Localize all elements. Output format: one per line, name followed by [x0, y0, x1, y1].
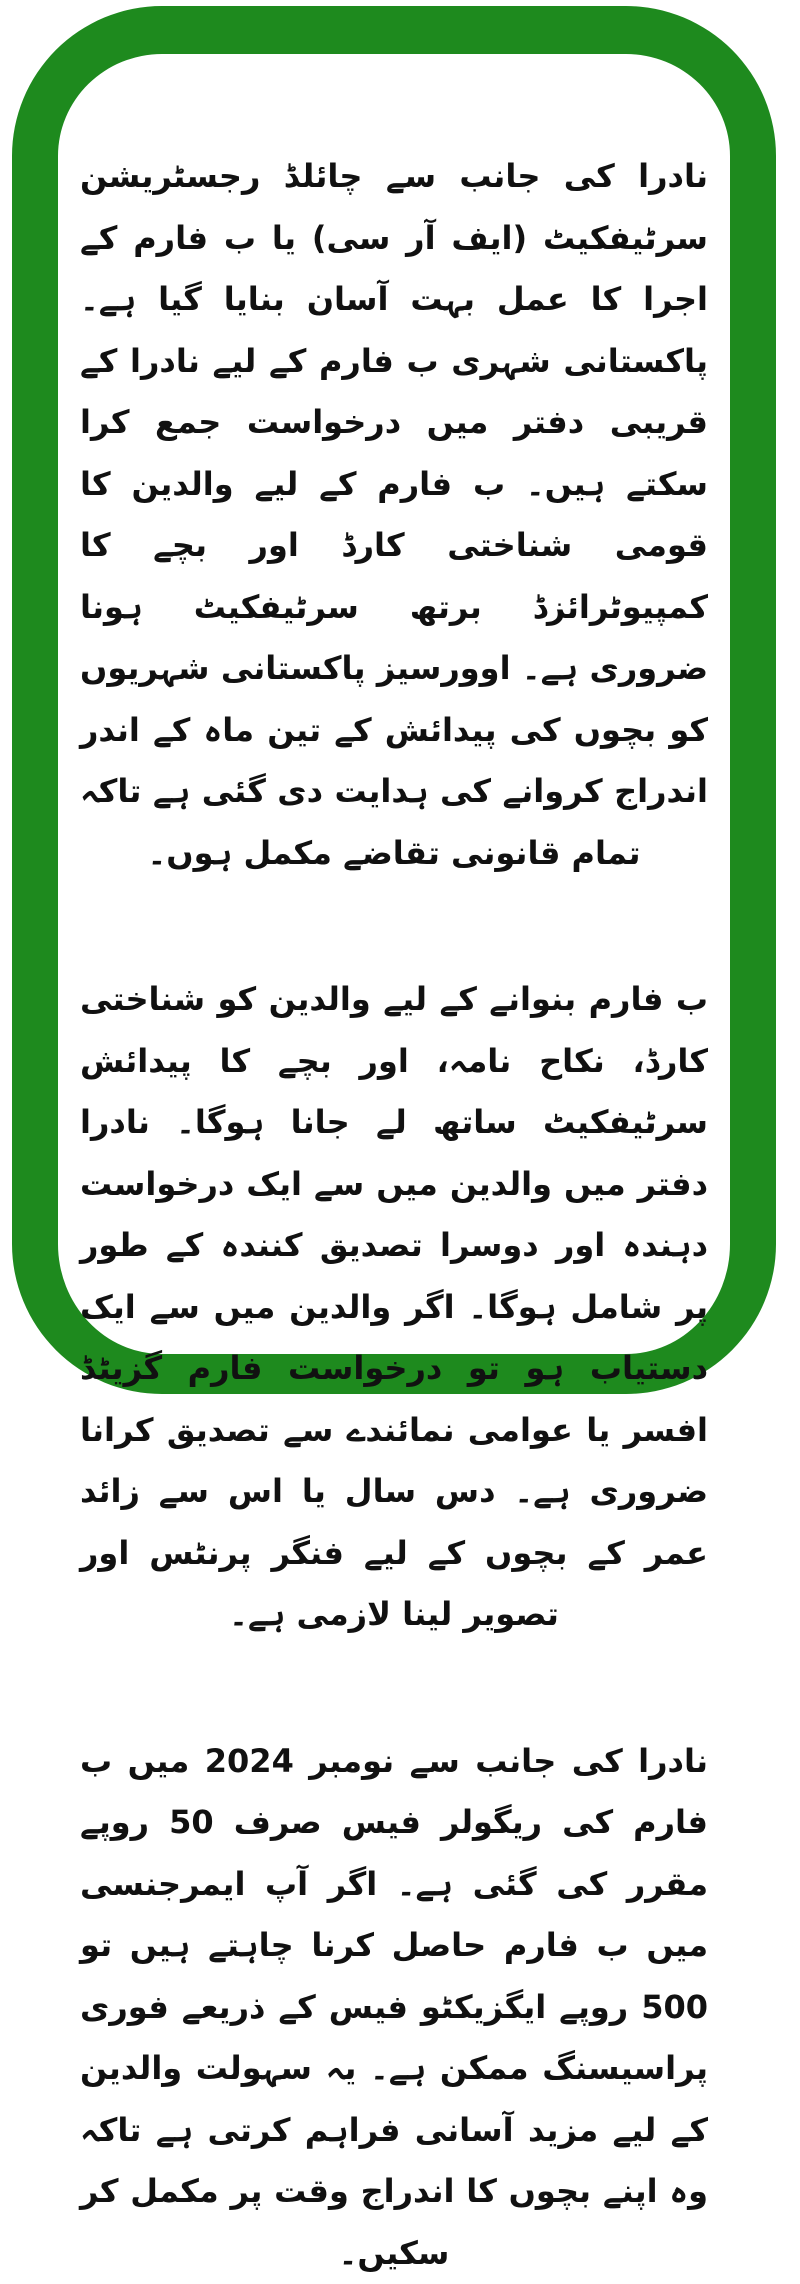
- paragraph-spacer: [80, 1646, 708, 1731]
- phone-frame: [12, 6, 776, 1394]
- paragraph-spacer: [80, 884, 708, 969]
- paragraph-b-form-fees: نادرا کی جانب سے نومبر 2024 میں ب فارم کی ریگولر فیس صرف 50 روپے مقرر کی گئی ہے۔ اگر آپ ایمرجنسی میں ب فارم حاصل کرنا چاہتے ہیں تو 500 روپے ایگزیکٹو فیس کے ذریعے فوری پراسیسنگ ممکن ہے۔ یہ سہولت والدین کے لیے مزید آسانی فراہم کرتی ہے تاکہ وہ اپنے بچوں کا اندراج وقت پر مکمل کر سکیں۔: [80, 1731, 708, 2284]
- paragraph-b-form-documents: ب فارم بنوانے کے لیے والدین کو شناختی کارڈ، نکاح نامہ، اور بچے کا پیدائش سرٹیفکیٹ ساتھ لے جانا ہوگا۔ نادرا دفتر میں والدین میں سے ایک درخواست دہندہ اور دوسرا تصدیق کنندہ کے طور پر شامل ہوگا۔ اگر والدین میں سے ایک دستیاب ہو تو درخواست فارم گزیٹڈ افسر یا عوامی نمائندے سے تصدیق کرانا ضروری ہے۔ دس سال یا اس سے زائد عمر کے بچوں کے لیے فنگر پرنٹس اور تصویر لینا لازمی ہے۔: [80, 969, 708, 1646]
- phone-screen: [58, 54, 730, 1354]
- paragraph-b-form-intro: نادرا کی جانب سے چائلڈ رجسٹریشن سرٹیفکیٹ (ایف آر سی) یا ب فارم کے اجرا کا عمل بہت آسان بنایا گیا ہے۔ پاکستانی شہری ب فارم کے لیے نادرا کے قریبی دفتر میں درخواست جمع کرا سکتے ہیں۔ ب فارم کے لیے والدین کا قومی شناختی کارڈ اور بچے کا کمپیوٹرائزڈ برتھ سرٹیفکیٹ ہونا ضروری ہے۔ اوورسیز پاکستانی شہریوں کو بچوں کی پیدائش کے تین ماہ کے اندر اندراج کروانے کی ہدایت دی گئی ہے تاکہ تمام قانونی تقاضے مکمل ہوں۔: [80, 146, 708, 884]
